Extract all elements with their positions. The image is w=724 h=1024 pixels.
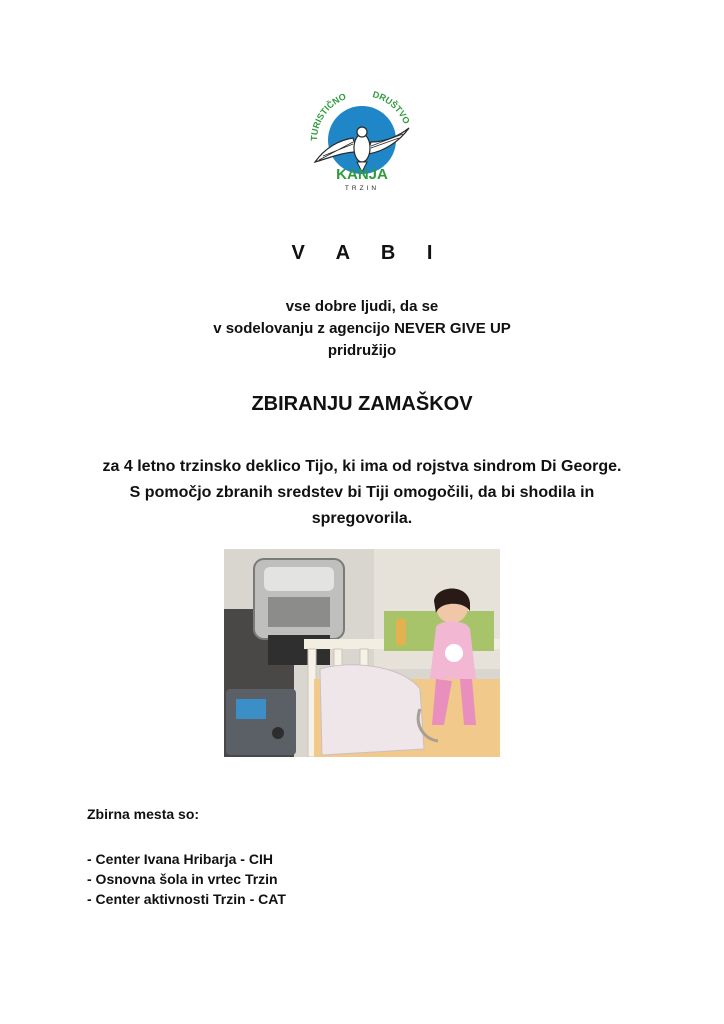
intro-line: vse dobre ljudi, da se	[285, 298, 439, 315]
intro-line: pridružijo	[327, 342, 397, 359]
logo-arc-text-left: TURISTIČNO	[308, 91, 348, 142]
logo-arc-text-right: DRUŠTVO	[371, 89, 412, 126]
description-line: za 4 letno trzinsko deklico Tijo, ki ima od rojstva sindrom Di George.	[102, 458, 622, 475]
club-logo	[303, 82, 421, 192]
child-photo	[224, 549, 500, 757]
collection-point-item: - Center aktivnosti Trzin - CAT	[87, 891, 286, 907]
girl-in-crib-photo-icon	[224, 549, 500, 757]
description-line: spregovorila.	[311, 510, 413, 527]
collection-point-item: - Center Ivana Hribarja - CIH	[87, 851, 273, 867]
intro-line: v sodelovanju z agencijo NEVER GIVE UP	[213, 320, 511, 337]
logo-name: KANJA	[336, 166, 388, 183]
description-line: S pomočjo zbranih sredstev bi Tiji omogočili, da bi shodila in	[129, 484, 595, 501]
collection-points-title: Zbirna mesta so:	[87, 806, 200, 822]
campaign-title: ZBIRANJU ZAMAŠKOV	[251, 393, 473, 415]
kanja-bird-logo-icon	[303, 82, 421, 192]
collection-point-item: - Osnovna šola in vrtec Trzin	[87, 871, 278, 887]
logo-place: TRZIN	[344, 185, 380, 192]
headline: V A B I	[291, 242, 446, 264]
